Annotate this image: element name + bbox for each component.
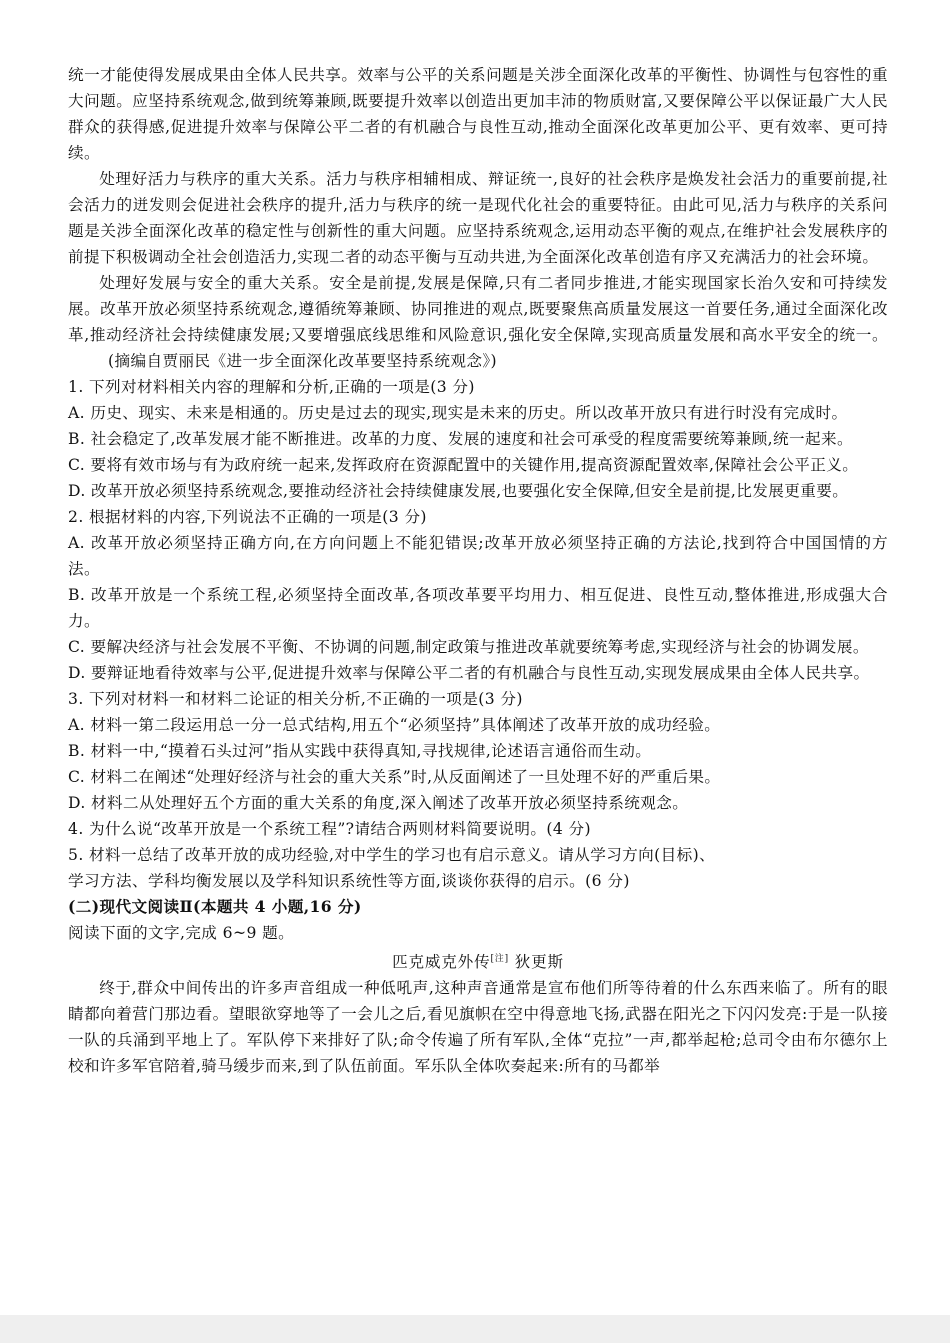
answer-option: B. 材料一中,“摸着石头过河”指从实践中获得真知,寻找规律,论述语言通俗而生动。	[68, 742, 652, 760]
passage-text: 处理好发展与安全的重大关系。安全是前提,发展是保障,只有二者同步推进,才能实现国家长治久安和可持续发展。改革开放必须坚持系统观念,遵循统筹兼顾、协同推进的观点,既要聚焦高质量发展这一首要任务,通过全面深化改革,推动经济社会持续健康发展;又要增强底线思维和风险意识,强化安全保障,实现高质量发展和高水平安全的统一。	[68, 274, 888, 344]
answer-option: B. 社会稳定了,改革发展才能不断推进。改革的力度、发展的速度和社会可承受的程度需要统筹兼顾,统一起来。	[68, 430, 853, 448]
answer-option: D. 要辩证地看待效率与公平,促进提升效率与保障公平二者的有机融合与良性互动,实现发展成果由全体人民共享。	[68, 664, 870, 682]
footnote-marker: [注]	[490, 954, 509, 964]
question-stem: 3. 下列对材料一和材料二论证的相关分析,不正确的一项是(3 分)	[68, 690, 523, 708]
bottom-scroll-bar	[0, 1315, 950, 1343]
answer-option: A. 材料一第二段运用总一分一总式结构,用五个“必须坚持”具体阐述了改革开放的成功经验。	[68, 716, 721, 734]
story-title-text: 匹克威克外传	[392, 953, 491, 972]
answer-option: D. 材料二从处理好五个方面的重大关系的角度,深入阐述了改革开放必须坚持系统观念。	[68, 794, 689, 812]
passage-paragraph: 处理好活力与秩序的重大关系。活力与秩序相辅相成、辩证统一,良好的社会秩序是焕发社会活力的重要前提,社会活力的迸发则会促进社会秩序的提升,活力与秩序的统一是现代化社会的重要特征。由此可见,活力与秩序的关系问题是关涉全面深化改革的稳定性与创新性的重大问题。应坚持系统观念,运用动态平衡的观点,在维护社会发展秩序的前提下积极调动全社会创造活力,实现二者的动态平衡与互动共进,为全面深化改革创造有序又充满活力的社会环境。	[68, 170, 888, 266]
story-paragraph: 终于,群众中间传出的许多声音组成一种低吼声,这种声音通常是宣布他们所等待着的什么东西来临了。所有的眼睛都向着营门那边看。望眼欲穿地等了一会儿之后,看见旗帜在空中得意地飞扬,武器在阳光之下闪闪发亮:于是一队接一队的兵涌到平地上了。军队停下来排好了队;命令传遍了所有军队,全体“克拉”一声,都举起枪;总司令由布尔德尔上校和许多军官陪着,骑马缓步而来,到了队伍前面。军乐队全体吹奏起来:所有的马都举	[68, 979, 888, 1076]
question-stem: 2. 根据材料的内容,下列说法不正确的一项是(3 分)	[68, 508, 427, 526]
answer-option: A. 改革开放必须坚持正确方向,在方向问题上不能犯错误;改革开放必须坚持正确的方法论,找到符合中国国情的方法。	[68, 534, 888, 578]
question-stem: 4. 为什么说“改革开放是一个系统工程”?请结合两则材料简要说明。(4 分)	[68, 820, 592, 838]
question-stem-continued: 学习方法、学科均衡发展以及学科知识系统性等方面,谈谈你获得的启示。(6 分)	[68, 872, 630, 890]
answer-option: C. 要解决经济与社会发展不平衡、不协调的问题,制定政策与推进改革就要统筹考虑,实现经济与社会的协调发展。	[68, 638, 869, 656]
answer-option: A. 历史、现实、未来是相通的。历史是过去的现实,现实是未来的历史。所以改革开放只有进行时没有完成时。	[68, 404, 848, 422]
answer-option: C. 材料二在阐述“处理好经济与社会的重大关系”时,从反面阐述了一旦处理不好的严重后果。	[68, 768, 721, 786]
answer-option: C. 要将有效市场与有为政府统一起来,发挥政府在资源配置中的关键作用,提高资源配置效率,保障社会公平正义。	[68, 456, 859, 474]
section-heading: (二)现代文阅读Ⅱ(本题共 4 小题,16 分)	[68, 897, 362, 916]
reading-instruction: 阅读下面的文字,完成 6~9 题。	[68, 924, 295, 942]
question-stem: 1. 下列对材料相关内容的理解和分析,正确的一项是(3 分)	[68, 378, 475, 396]
source-citation: (摘编自贾丽民《进一步全面深化改革要坚持系统观念》)	[108, 352, 498, 370]
question-stem: 5. 材料一总结了改革开放的成功经验,对中学生的学习也有启示意义。请从学习方向(目标)、	[68, 846, 716, 864]
story-author: 狄更斯	[514, 953, 564, 972]
exam-page	[68, 62, 888, 1079]
passage-paragraph	[68, 270, 888, 374]
passage-paragraph: 统一才能使得发展成果由全体人民共享。效率与公平的关系问题是关涉全面深化改革的平衡性、协调性与包容性的重大问题。应坚持系统观念,做到统筹兼顾,既要提升效率以创造出更加丰沛的物质财富,又要保障公平以保证最广大人民群众的获得感,促进提升效率与保障公平二者的有机融合与良性互动,推动全面深化改革更加公平、更有效率、更可持续。	[68, 66, 888, 162]
answer-option: D. 改革开放必须坚持系统观念,要推动经济社会持续健康发展,也要强化安全保障,但安全是前提,比发展更重要。	[68, 482, 849, 500]
story-title	[68, 946, 888, 975]
answer-option: B. 改革开放是一个系统工程,必须坚持全面改革,各项改革要平均用力、相互促进、良性互动,整体推进,形成强大合力。	[68, 586, 888, 630]
